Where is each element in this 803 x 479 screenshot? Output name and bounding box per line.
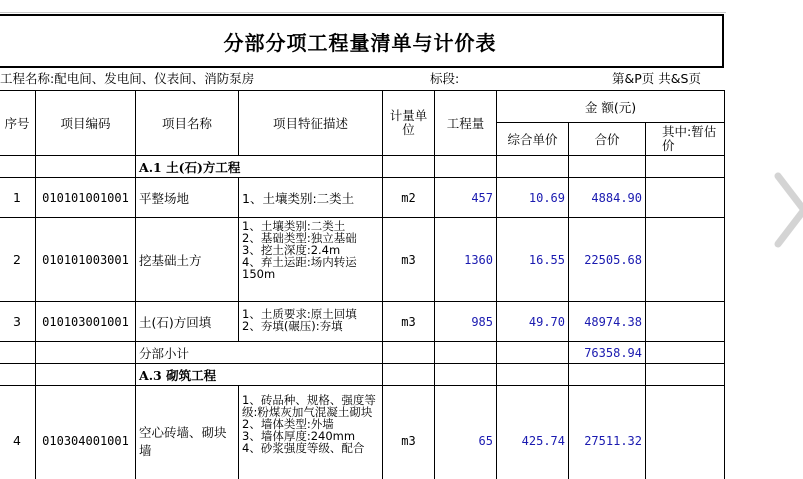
section-row xyxy=(0,364,725,386)
row-name: 挖基础土方 xyxy=(136,218,239,302)
row-desc: 1、土壤类别:二类土 2、基础类型:独立基础 3、挖土深度:2.4m 4、弃土运距:场内转运150m xyxy=(239,218,383,302)
row-total: 4884.90 xyxy=(569,178,646,218)
header-total: 合价 xyxy=(569,123,646,156)
row-qty: 457 xyxy=(435,178,497,218)
table-row xyxy=(0,178,725,218)
row-total: 22505.68 xyxy=(569,218,646,302)
bill-table xyxy=(0,90,725,479)
row-code: 010103001001 xyxy=(36,302,136,342)
header-seq: 序号 xyxy=(0,91,36,156)
row-seq: 1 xyxy=(0,178,36,218)
header-row xyxy=(0,91,725,123)
table-row xyxy=(0,218,725,302)
page-title: 分部分项工程量清单与计价表 xyxy=(223,30,497,55)
page-number: 第&P页 共&S页 xyxy=(612,71,701,86)
section-label: 标段: xyxy=(430,71,460,86)
header-name: 项目名称 xyxy=(136,91,239,156)
header-unit-price: 综合单价 xyxy=(497,123,569,156)
header-code: 项目编码 xyxy=(36,91,136,156)
row-seq: 3 xyxy=(0,302,36,342)
section-title: A.1 土(石)方工程 xyxy=(136,156,383,178)
row-unit: m2 xyxy=(383,178,435,218)
header-amount: 金 额(元) xyxy=(497,91,725,123)
subtotal-total: 76358.94 xyxy=(569,342,646,364)
project-name: 工程名称:配电间、发电间、仪表间、消防泵房 xyxy=(0,71,255,86)
row-code: 010304001001 xyxy=(36,386,136,479)
row-desc: 1、砖品种、规格、强度等级:粉煤灰加气混凝土砌块 2、墙体类型:外墙 3、墙体厚度:240mm 4、砂浆强度等级、配合 xyxy=(239,386,383,479)
column-header-strip xyxy=(0,0,726,13)
row-qty: 1360 xyxy=(435,218,497,302)
table-row xyxy=(0,302,725,342)
row-code: 010101003001 xyxy=(36,218,136,302)
section-title: A.3 砌筑工程 xyxy=(136,364,383,386)
row-unit: m3 xyxy=(383,386,435,479)
title-box xyxy=(0,14,724,68)
header-unit: 计量单位 xyxy=(383,91,435,156)
header-desc: 项目特征描述 xyxy=(239,91,383,156)
subtotal-label: 分部小计 xyxy=(136,342,383,364)
row-desc: 1、土壤类别:二类土 xyxy=(239,178,383,218)
row-desc: 1、土质要求:原土回填 2、夯填(碾压):夯填 xyxy=(239,302,383,342)
row-name: 平整场地 xyxy=(136,178,239,218)
row-unit: m3 xyxy=(383,302,435,342)
row-qty: 65 xyxy=(435,386,497,479)
chevron-right-icon[interactable] xyxy=(770,170,803,250)
header-qty: 工程量 xyxy=(435,91,497,156)
row-unit-price: 49.70 xyxy=(497,302,569,342)
row-name: 土(石)方回填 xyxy=(136,302,239,342)
row-seq: 4 xyxy=(0,386,36,479)
row-name: 空心砖墙、砌块墙 xyxy=(136,386,239,479)
section-row xyxy=(0,156,725,178)
table-row xyxy=(0,386,725,479)
subtotal-row xyxy=(0,342,725,364)
row-unit-price: 425.74 xyxy=(497,386,569,479)
row-total: 48974.38 xyxy=(569,302,646,342)
row-qty: 985 xyxy=(435,302,497,342)
row-code: 010101001001 xyxy=(36,178,136,218)
row-seq: 2 xyxy=(0,218,36,302)
row-unit-price: 10.69 xyxy=(497,178,569,218)
row-unit-price: 16.55 xyxy=(497,218,569,302)
row-total: 27511.32 xyxy=(569,386,646,479)
row-unit: m3 xyxy=(383,218,435,302)
header-provisional: 其中:暂估价 xyxy=(646,123,725,156)
